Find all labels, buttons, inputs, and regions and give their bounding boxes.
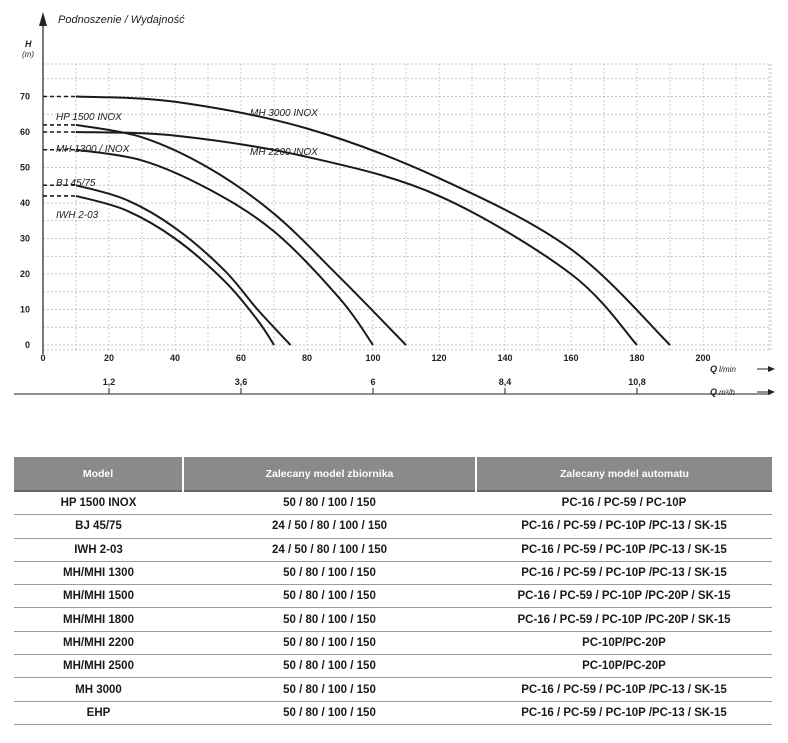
x-tick-label: 160 (563, 353, 579, 363)
series-label: MH 1300 / INOX (56, 144, 130, 155)
cell-controller-model: PC-16 / PC-59 / PC-10P /PC-20P / SK-15 (476, 585, 772, 608)
x-tick-label: 20 (103, 353, 115, 363)
table-row (14, 585, 772, 608)
cell-controller-model: PC-16 / PC-59 / PC-10P /PC-13 / SK-15 (476, 538, 772, 561)
secondary-x-axis-unit: m³/h (719, 388, 735, 397)
header-tank-model: Zalecany model zbiornika (183, 457, 476, 491)
y-axis-arrow-icon (39, 12, 47, 26)
cell-tank-model: 50 / 80 / 100 / 150 (183, 561, 476, 584)
header-controller-model: Zalecany model automatu (476, 457, 772, 491)
recommendation-table-wrap (14, 457, 772, 725)
secondary-axis-arrow-icon (768, 389, 775, 395)
table-row (14, 701, 772, 724)
x-axis-arrow-icon (768, 366, 775, 372)
cell-model: IWH 2-03 (14, 538, 183, 561)
cell-tank-model: 50 / 80 / 100 / 150 (183, 701, 476, 724)
x-tick-label: 0 (40, 353, 46, 363)
y-axis-label: H (25, 39, 32, 49)
secondary-x-tick-label: 8,4 (498, 377, 512, 387)
chart-title: Podnoszenie / Wydajność (58, 14, 185, 26)
secondary-x-tick-label: 6 (370, 377, 376, 387)
cell-tank-model: 50 / 80 / 100 / 150 (183, 655, 476, 678)
cell-model: BJ 45/75 (14, 515, 183, 538)
y-tick-label: 30 (19, 233, 30, 244)
series-curve (76, 196, 274, 345)
table-row (14, 561, 772, 584)
x-tick-label: 200 (695, 353, 711, 363)
series-label: HP 1500 INOX (56, 112, 122, 123)
cell-tank-model: 50 / 80 / 100 / 150 (183, 585, 476, 608)
cell-controller-model: PC-16 / PC-59 / PC-10P /PC-20P / SK-15 (476, 608, 772, 631)
cell-model: MH/MHI 1300 (14, 561, 183, 584)
cell-controller-model: PC-16 / PC-59 / PC-10P /PC-13 / SK-15 (476, 515, 772, 538)
cell-model: HP 1500 INOX (14, 491, 183, 515)
y-tick-label: 40 (19, 198, 30, 208)
table-row (14, 631, 772, 654)
table-row (14, 608, 772, 631)
y-axis-unit: (m) (22, 50, 34, 59)
chart-labels (20, 14, 736, 397)
cell-model: MH/MHI 2200 (14, 631, 183, 654)
table-row (14, 655, 772, 678)
table-row (14, 538, 772, 561)
cell-controller-model: PC-16 / PC-59 / PC-10P /PC-13 / SK-15 (476, 678, 772, 701)
cell-tank-model: 24 / 50 / 80 / 100 / 150 (183, 515, 476, 538)
table-header-row (14, 457, 772, 491)
table-row (14, 678, 772, 701)
secondary-x-axis-label: Q (710, 387, 718, 397)
chart-axes (14, 12, 775, 395)
cell-tank-model: 50 / 80 / 100 / 150 (183, 631, 476, 654)
grid-frame (43, 64, 771, 350)
table-body (14, 491, 772, 724)
series-label: IWH 2-03 (56, 210, 99, 221)
x-tick-label: 140 (497, 353, 513, 363)
y-tick-label: 60 (19, 127, 30, 137)
series-label: MH 3000 INOX (250, 108, 318, 119)
cell-tank-model: 24 / 50 / 80 / 100 / 150 (183, 538, 476, 561)
chart-grid (43, 64, 771, 350)
cell-controller-model: PC-10P/PC-20P (476, 631, 772, 654)
x-tick-label: 80 (301, 353, 313, 363)
secondary-x-tick-label: 1,2 (102, 377, 116, 387)
y-tick-label: 70 (19, 91, 30, 102)
cell-controller-model: PC-16 / PC-59 / PC-10P (476, 491, 772, 515)
cell-model: MH/MHI 2500 (14, 655, 183, 678)
cell-tank-model: 50 / 80 / 100 / 150 (183, 678, 476, 701)
series-label: BJ 45/75 (56, 178, 96, 189)
x-tick-label: 120 (431, 353, 447, 363)
cell-controller-model: PC-16 / PC-59 / PC-10P /PC-13 / SK-15 (476, 701, 772, 724)
table-row (14, 515, 772, 538)
table-row (14, 491, 772, 515)
cell-controller-model: PC-10P/PC-20P (476, 655, 772, 678)
series-label: MH 2200 INOX (250, 147, 318, 158)
secondary-x-tick-label: 3,6 (234, 377, 248, 387)
x-tick-label: 40 (169, 353, 181, 363)
y-tick-label: 20 (19, 269, 30, 279)
cell-controller-model: PC-16 / PC-59 / PC-10P /PC-13 / SK-15 (476, 561, 772, 584)
y-tick-label: 0 (24, 340, 30, 350)
cell-tank-model: 50 / 80 / 100 / 150 (183, 608, 476, 631)
cell-model: MH/MHI 1500 (14, 585, 183, 608)
cell-tank-model: 50 / 80 / 100 / 150 (183, 491, 476, 515)
x-tick-label: 100 (365, 353, 381, 363)
y-tick-label: 50 (19, 162, 30, 173)
x-tick-label: 180 (629, 353, 645, 363)
x-axis-unit: l/min (719, 365, 736, 374)
secondary-x-tick-label: 10,8 (628, 377, 646, 387)
x-axis-label: Q (710, 364, 718, 374)
series-curve (76, 150, 373, 345)
recommendation-table (14, 457, 772, 725)
y-tick-label: 10 (19, 304, 30, 315)
cell-model: MH/MHI 1800 (14, 608, 183, 631)
cell-model: EHP (14, 701, 183, 724)
header-model: Model (14, 457, 183, 491)
cell-model: MH 3000 (14, 678, 183, 701)
x-tick-label: 60 (235, 353, 247, 363)
